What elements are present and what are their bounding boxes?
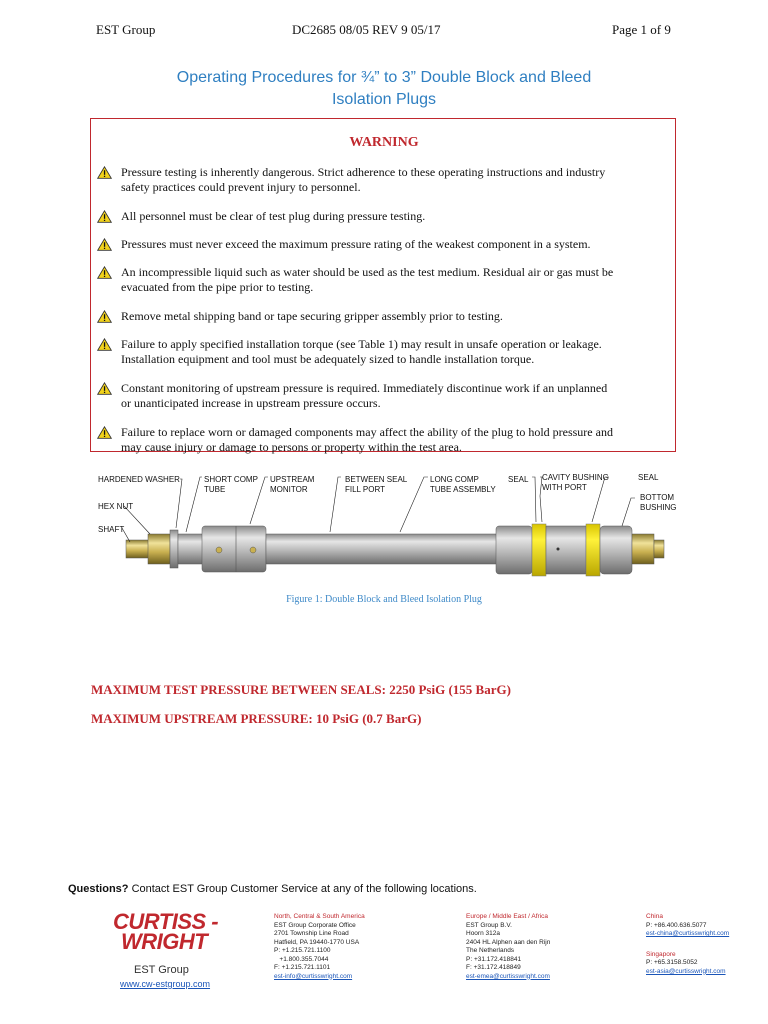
office-line: +1.800.355.7044: [274, 955, 329, 963]
office-line: F: +1.215.721.1101: [274, 964, 331, 971]
office-line: P: +65.3158.5052: [646, 959, 698, 966]
office-region: China: [646, 913, 663, 920]
office-line: The Netherlands: [466, 947, 515, 954]
warning-triangle-icon: [97, 238, 112, 251]
office-region: Europe / Middle East / Africa: [466, 913, 549, 920]
logo-line2: WRIGHT: [121, 929, 208, 954]
label-upstream-2: MONITOR: [270, 485, 308, 494]
warning-item-line: An incompressible liquid such as water should be used as the test medium. Residual air or gas must be: [121, 265, 614, 279]
office-line: EST Group B.V.: [466, 921, 512, 929]
label-bottom-2: BUSHING: [640, 503, 677, 512]
header-company: EST Group: [96, 22, 156, 37]
warning-triangle-icon: [97, 310, 112, 323]
office-line: P: +1.215.721.1100: [274, 947, 331, 954]
questions-text: Contact EST Group Customer Service at any of the following locations.: [128, 883, 477, 895]
warning-item: [121, 165, 671, 195]
label-upstream-1: UPSTREAM: [270, 475, 315, 484]
office-email-link[interactable]: est-asia@curtisswright.com: [646, 967, 726, 975]
shaft-part: [126, 540, 150, 558]
warning-item: [121, 265, 671, 295]
short-comp-tube-part: [178, 534, 204, 564]
page-title-line1: Operating Procedures for ¾” to 3” Double Block and Bleed: [176, 69, 592, 86]
logo-line1: CURTISS -: [113, 909, 219, 934]
curtiss-wright-logo: [113, 909, 219, 954]
warning-heading: WARNING: [349, 135, 419, 150]
warning-triangle-icon: [97, 210, 112, 223]
office-line: 2701 Township Line Road: [274, 930, 349, 937]
warning-item: [121, 209, 671, 224]
label-long-comp-1: LONG COMP: [430, 475, 479, 484]
warning-item: [121, 309, 671, 324]
label-long-comp-2: TUBE ASSEMBLY: [430, 485, 496, 494]
office-email-link[interactable]: est-info@curtisswright.com: [274, 972, 353, 980]
warning-item-line: Failure to apply specified installation torque (see Table 1) may result in unsafe operation or leakage.: [121, 337, 602, 351]
warning-item-line: or unanticipated increase in upstream pressure occurs.: [121, 396, 381, 410]
warning-item-line: Constant monitoring of upstream pressure is required. Immediately discontinue work if an unplanned: [121, 381, 608, 395]
warning-item-line: evacuated from the pipe prior to testing.: [121, 280, 314, 294]
hardened-washer-part: [170, 530, 178, 568]
warning-item: [121, 425, 671, 455]
hex-nut-part: [148, 534, 170, 564]
office-line: P: +31.172.418841: [466, 955, 522, 963]
bottom-bushing-part: [600, 526, 632, 574]
office-line: F: +31.172.418849: [466, 964, 521, 971]
max-pressure-between-seals: MAXIMUM TEST PRESSURE BETWEEN SEALS: 2250 PsiG (155 BarG): [91, 682, 511, 697]
label-shaft: SHAFT: [98, 525, 125, 534]
warning-box: [90, 118, 676, 452]
office-emea: [466, 913, 550, 981]
logo-group-name: EST Group: [134, 964, 189, 976]
office-line: Hatfield, PA 19440-1770 USA: [274, 938, 360, 946]
office-line: EST Group Corporate Office: [274, 921, 356, 929]
label-cavity-2: WITH PORT: [542, 483, 587, 492]
warning-triangle-icon: [97, 338, 112, 351]
warning-item-line: All personnel must be clear of test plug during pressure testing.: [121, 209, 426, 223]
office-email-link[interactable]: est-emea@curtisswright.com: [466, 972, 550, 980]
label-bottom-1: BOTTOM: [640, 493, 675, 502]
warning-triangle-icon: [97, 266, 112, 279]
label-short-comp-1: SHORT COMP: [204, 475, 258, 484]
label-seal-right: SEAL: [638, 473, 659, 482]
warning-item-line: may cause injury or damage to persons or property within the test area.: [121, 440, 462, 454]
office-region: Singapore: [646, 950, 676, 958]
questions-line: [68, 883, 477, 895]
max-upstream-pressure: MAXIMUM UPSTREAM PRESSURE: 10 PsiG (0.7 BarG): [91, 711, 422, 726]
office-line: 2404 HL Alphen aan den Rijn: [466, 938, 551, 946]
warning-triangle-icon: [97, 426, 112, 439]
figure-caption: Figure 1: Double Block and Bleed Isolation Plug: [286, 594, 482, 605]
label-between-1: BETWEEN SEAL: [345, 475, 408, 484]
questions-label: Questions?: [68, 883, 129, 895]
office-line: Hoorn 312a: [466, 930, 500, 937]
plug-figure: [90, 462, 678, 578]
label-short-comp-2: TUBE: [204, 485, 226, 494]
warning-triangle-icon: [97, 382, 112, 395]
cavity-bushing-part: [546, 526, 586, 574]
header-doc-code: DC2685 08/05 REV 9 05/17: [292, 22, 441, 37]
warning-item-line: Failure to replace worn or damaged components may affect the ability of the plug to hold pressure and: [121, 425, 613, 439]
warning-item-line: safety practices could prevent injury to personnel.: [121, 180, 361, 194]
office-line: P: +86.400.636.5077: [646, 921, 707, 929]
office-asia: [646, 913, 729, 976]
warning-item-line: Pressures must never exceed the maximum pressure rating of the weakest component in a system.: [121, 237, 591, 251]
warning-triangle-icon: [97, 166, 112, 179]
office-email-link[interactable]: est-china@curtisswright.com: [646, 930, 730, 937]
warning-item-line: Remove metal shipping band or tape securing gripper assembly prior to testing.: [121, 309, 503, 323]
office-americas: [274, 913, 365, 981]
office-region: North, Central & South America: [274, 913, 365, 920]
label-seal-left: SEAL: [508, 475, 529, 484]
warning-item-line: Installation equipment and tool must be adequately sized to handle installation torque.: [121, 352, 535, 366]
long-comp-tube-part: [266, 534, 498, 564]
label-cavity-1: CAVITY BUSHING: [542, 473, 609, 482]
label-hardened-washer: HARDENED WASHER: [98, 475, 180, 484]
warning-item: [121, 381, 671, 411]
page-title-line2: Isolation Plugs: [331, 91, 437, 108]
website-link[interactable]: www.cw-estgroup.com: [120, 979, 211, 989]
header-page-number: Page 1 of 9: [612, 22, 671, 37]
upstream-monitor-part: [202, 526, 266, 572]
warning-item: [121, 337, 671, 367]
warning-item-line: Pressure testing is inherently dangerous. Strict adherence to these operating instructions and industry: [121, 165, 606, 179]
seal-left-part: [532, 524, 546, 576]
label-hex-nut: HEX NUT: [98, 502, 134, 511]
seal-right-part: [586, 524, 600, 576]
label-between-2: FILL PORT: [345, 485, 386, 494]
warning-item: [121, 237, 671, 252]
